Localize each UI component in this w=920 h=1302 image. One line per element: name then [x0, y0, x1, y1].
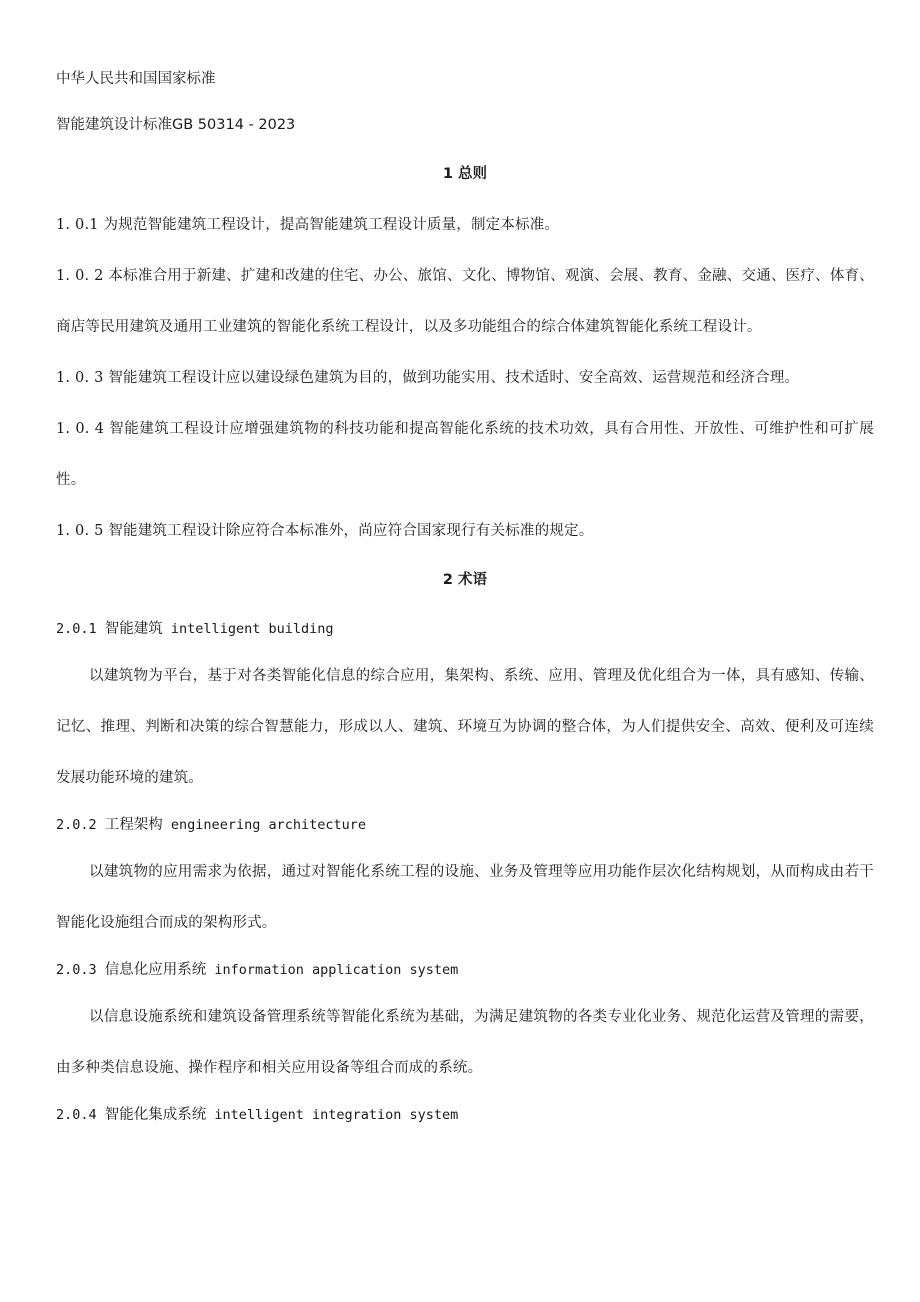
term-name-en: engineering architecture: [170, 817, 366, 833]
term-name-en: information application system: [214, 962, 459, 978]
term-name-cn: 工程架构: [104, 817, 163, 833]
standard-title: 智能建筑设计标准GB 50314 - 2023: [56, 117, 296, 133]
publisher-line: 中华人民共和国国家标准: [56, 71, 216, 87]
clause-1-0-1: 1. 0.1 为规范智能建筑工程设计，提高智能建筑工程设计质量，制定本标准。: [56, 217, 560, 233]
term-definition: 以信息设施系统和建筑设备管理系统等智能化系统为基础，为满足建筑物的各类专业化业务、规范化运营及管理的需要，由多种类信息设施、操作程序和相关应用设备等组合而成的系统。: [56, 1009, 874, 1076]
term-name-en: intelligent integration system: [214, 1107, 459, 1123]
term-number: 2.0.1: [56, 621, 97, 637]
clause-1-0-2: 1. 0. 2 本标准合用于新建、扩建和改建的住宅、办公、旅馆、文化、博物馆、观演、会展、教育、金融、交通、医疗、体育、商店等民用建筑及通用工业建筑的智能化系统工程设计，以及多功能组合的综合体建筑智能化系统工程设计。: [56, 268, 874, 335]
term-number: 2.0.4: [56, 1107, 97, 1123]
term-number: 2.0.3: [56, 962, 97, 978]
clause-1-0-5: 1. 0. 5 智能建筑工程设计除应符合本标准外，尚应符合国家现行有关标准的规定。: [56, 523, 594, 539]
term-heading: [56, 959, 874, 981]
term-definition: 以建筑物为平台，基于对各类智能化信息的综合应用，集架构、系统、应用、管理及优化组合为一体，具有感知、传输、记忆、推理、判断和决策的综合智慧能力，形成以人、建筑、环境互为协调的整合体，为人们提供安全、高效、便利及可连续发展功能环境的建筑。: [56, 668, 874, 786]
term-heading: [56, 814, 874, 836]
clause-1-0-4: 1. 0. 4 智能建筑工程设计应增强建筑物的科技功能和提高智能化系统的技术功效，具有合用性、开放性、可维护性和可扩展性。: [56, 421, 874, 488]
term-definition: 以建筑物的应用需求为依据，通过对智能化系统工程的设施、业务及管理等应用功能作层次化结构规划，从而构成由若干智能化设施组合而成的架构形式。: [56, 864, 874, 931]
term-name-cn: 信息化应用系统: [104, 962, 207, 978]
term-name-cn: 智能建筑: [104, 621, 163, 637]
term-heading: [56, 618, 874, 640]
term-number: 2.0.2: [56, 817, 97, 833]
term-name-en: intelligent building: [170, 621, 334, 637]
section-1-title: 1 总则: [442, 166, 488, 182]
clause-1-0-3: 1. 0. 3 智能建筑工程设计应以建设绿色建筑为目的，做到功能实用、技术适时、安全高效、运营规范和经济合理。: [56, 370, 800, 386]
document-page: [56, 68, 874, 1151]
term-name-cn: 智能化集成系统: [104, 1107, 207, 1123]
term-heading: [56, 1104, 874, 1126]
section-2-title: 2 术语: [442, 572, 488, 588]
